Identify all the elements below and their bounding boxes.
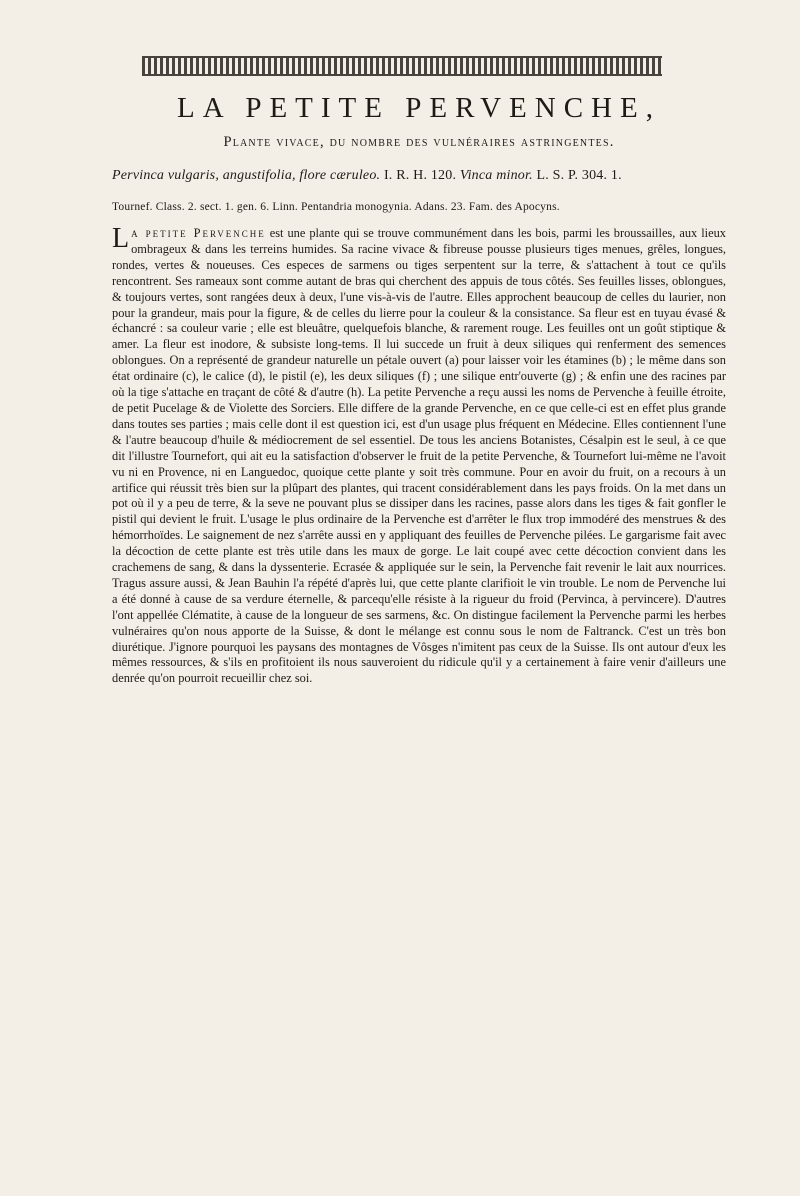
synonymy-ref: I. R. H. 120.: [380, 168, 460, 183]
synonymy-ref-2: L. S. P. 304. 1.: [532, 168, 622, 183]
body-text: [112, 223, 726, 687]
paragraph-text: est une plante qui se trouve communément dans les bois, parmi les broussailles, aux lieux ombrageux & dans les terreins humides. Sa racine vivace & fibreuse pousse plusieurs tiges menues, grêles, longues, rondes, vertes & noueuses. Ces especes de sarmens ou tiges serpentent sur la terre, & s'attachent à tout ce qu'ils rencontrent. Ses rameaux sont comme autant de bras qui cherchent des appuis de tous côtés. Ses feuilles lisses, oblongues, & toujours vertes, sont rangées deux à deux, l'une vis-à-vis de l'autre. Elles approchent beaucoup de celles du laurier, non pour la grandeur, mais pour la figure, & de celles du lierre pour la couleur & la consistance. Sa fleur est en tuyau évasé & échancré : sa couleur varie ; elle est bleuâtre, quelquefois blanche, & rarement rouge. Les feuilles ont un goût stiptique & amer. La fleur est inodore, & subsiste long-tems. Il lui succede un fruit à deux siliques qui renferment des semences oblongues. On a représenté de grandeur naturelle un pétale ouvert (a) pour laisser voir les étamines (b) ; le même dans son état ordinaire (c), le calice (d), le pistil (e), les deux siliques (f) ; une silique entr'ouverte (g) ; & enfin une des racines par où la tige s'attache en traçant de côté & d'autre (h). La petite Pervenche a reçu aussi les noms de Pervenche à feuille étroite, de petit Pucelage & de Violette des Sorciers. Elle differe de la grande Pervenche, en ce que celle-ci est en effet plus grande dans toutes ses parties ; mais celle dont il est question ici, est d'un usage plus fréquent en Médecine. Elles contiennent l'une & l'autre beaucoup d'huile & médiocrement de sel essentiel. De tous les anciens Botanistes, Césalpin est le seul, à ce que dit l'illustre Tournefort, qui ait eu la satisfaction d'observer le fruit de la petite Pervenche, & Tournefort lui-même ne l'avoit vu ni en Provence, ni en Languedoc, quoique cette plante y soit très commune. Pour en avoir du fruit, on a recours à un artifice qui réussit très bien sur la plûpart des plantes, qui tracent considérablement dans les pays froids. On la met dans un pot où il y a peu de terre, & la seve ne pouvant plus se dissiper dans les racines, passe alors dans les tiges & fait gonfler le pistil qui devient le fruit. L'usage le plus ordinaire de la Pervenche est d'arrêter le flux trop immodéré des menstrues & des hémorrhoïdes. Le saignement de nez s'arrête aussi en y appliquant des feuilles de Pervenche pilées. Le gargarisme fait avec la décoction de cette plante est très utile dans les maux de gorge. Le lait coupé avec cette décoction convient dans les crachemens de sang, & dans la dyssenterie. Ecrasée & appliquée sur le sein, la Pervenche fait revenir le lait aux nourrices. Tragus assure aussi, & Jean Bauhin l'a répété d'après lui, que cette plante clarifioit le vin trouble. Le nom de Pervenche lui a été donné à cause de sa verdure éternelle, & parcequ'elle résiste à la rigueur du froid (Pervinca, à pervincere). D'autres l'ont appellée Clématite, à cause de la longueur de ses sarmens, &c. On distingue facilement la Pervenche parmi les herbes vulnéraires qu'on nous apporte de la Suisse, & dont le mélange est connu sous le nom de Faltranck. C'est un très bon diurétique. J'ignore pourquoi les paysans des montagnes de Vôsges n'imitent pas ceux de la Suisse. Ils ont autour d'eux les mêmes ressources, & s'ils en profitoient ils nous sauveroient du ridicule qu'il y a certainement à faire venir d'ailleurs une denrée qu'on pourroit recueillir chez soi.: [112, 226, 726, 686]
ornamental-border: [142, 56, 662, 76]
lead-words: a petite Pervenche: [131, 226, 266, 240]
drop-cap: L: [112, 223, 130, 254]
classification-references: Tournef. Class. 2. sect. 1. gen. 6. Linn. Pentandria monogynia. Adans. 23. Fam. des Apocyns.: [112, 201, 560, 213]
synonymy-latin-2: Vinca minor.: [459, 168, 533, 183]
document-page: [0, 56, 800, 1196]
subtitle: Plante vivace, du nombre des vulnéraires astringentes.: [223, 134, 615, 150]
synonymy-line: [112, 166, 726, 186]
page-title: LA PETITE PERVENCHE,: [177, 92, 661, 124]
body-paragraph: [112, 223, 726, 687]
synonymy-latin: Pervinca vulgaris, angustifolia, flore cæruleo.: [112, 168, 381, 183]
